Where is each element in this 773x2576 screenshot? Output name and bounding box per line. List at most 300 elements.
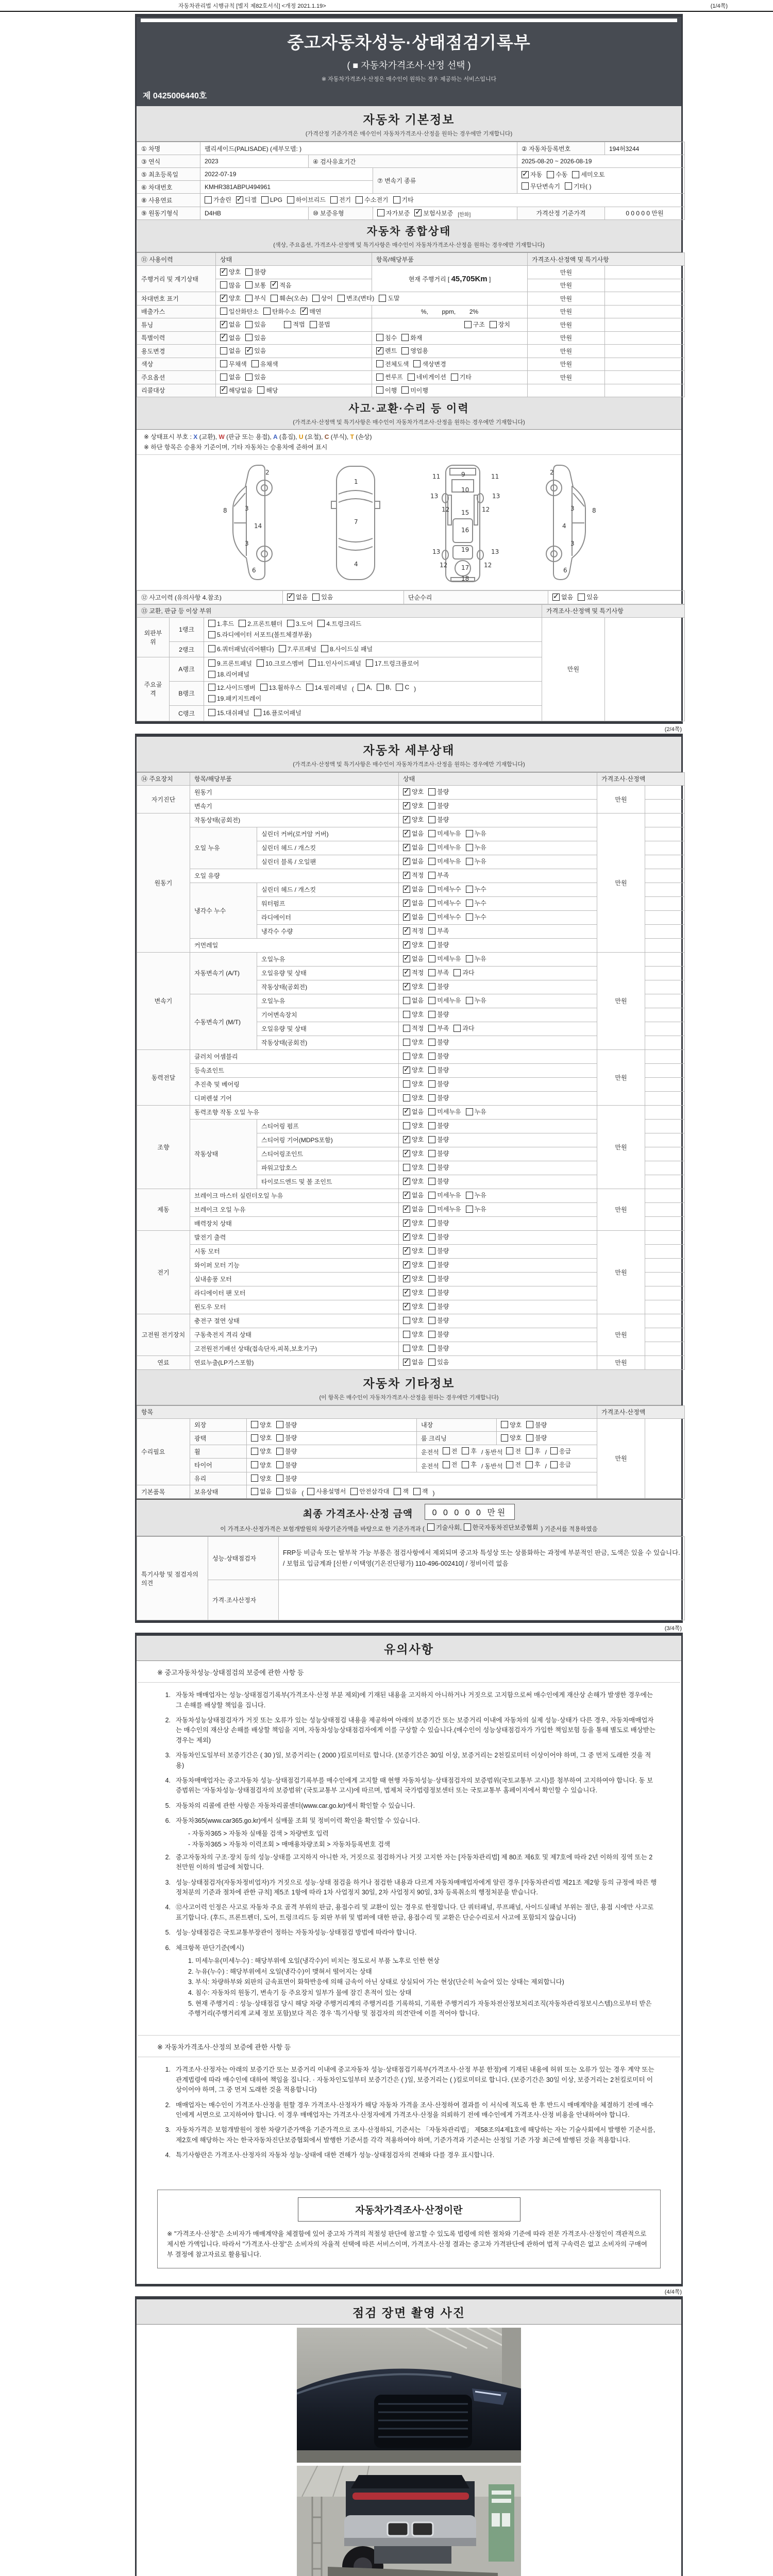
checkbox-불량[interactable] bbox=[428, 1177, 449, 1185]
price-extra bbox=[645, 938, 685, 952]
notice-item: 3. 자동차가격은 보험개발원이 정한 차량기준가액을 기준가격으로 조사·산정하되, 기준서는 「자동차관리법」 제58조의4제1호에 해당하는 자는 기술사회에서 발행한 기준서를, 제2호에 해당하는 자는 한국자동차진단보증협회에서 발행한 기준서를 각각 적용하여야 하며, 기준가격과 기준서는 산정일 기준 가장 최근에 발행된 것을 적용합니다. bbox=[165, 2126, 656, 2144]
checkbox-안전삼각대[interactable] bbox=[350, 1487, 389, 1496]
checkbox-없음[interactable] bbox=[287, 592, 308, 601]
checkbox-누유[interactable] bbox=[466, 857, 486, 866]
checkbox-네비게이션[interactable] bbox=[408, 372, 446, 381]
checkbox-유채색[interactable] bbox=[251, 360, 278, 368]
checkbox-있음[interactable] bbox=[312, 592, 333, 601]
checkbox-불법[interactable] bbox=[310, 320, 330, 329]
checkbox-없음[interactable] bbox=[403, 857, 424, 866]
checkbox-checked-icon bbox=[271, 281, 278, 289]
checkbox-C[interactable] bbox=[396, 684, 409, 691]
checkbox-전[interactable] bbox=[506, 1460, 521, 1469]
checkbox-영업용[interactable] bbox=[401, 346, 428, 355]
checkbox-적정[interactable] bbox=[403, 1024, 424, 1032]
price-extra bbox=[645, 1328, 685, 1342]
checkbox-불량[interactable] bbox=[428, 1274, 449, 1283]
checkbox-양호[interactable] bbox=[403, 1177, 424, 1185]
checkbox-unchecked-icon bbox=[428, 941, 435, 948]
checkbox-미세누유[interactable] bbox=[428, 1205, 461, 1213]
checkbox-기타[interactable] bbox=[393, 195, 414, 204]
checkbox-불량[interactable] bbox=[428, 1010, 449, 1019]
checkbox-없음[interactable] bbox=[251, 1487, 272, 1496]
checkbox-미세누유[interactable] bbox=[428, 857, 461, 866]
checkbox-없음[interactable] bbox=[403, 1191, 424, 1199]
checkbox-불량[interactable] bbox=[276, 1461, 297, 1469]
checkbox-양호[interactable] bbox=[251, 1447, 272, 1455]
panel-number-8: 8 bbox=[592, 507, 596, 514]
checkbox-미세누수[interactable] bbox=[428, 885, 461, 893]
checkbox-누유[interactable] bbox=[466, 829, 486, 838]
checkbox-unchecked-icon bbox=[276, 1475, 283, 1482]
checkbox-unchecked-icon bbox=[284, 321, 291, 328]
checkbox-label: 불량 bbox=[437, 1178, 449, 1185]
notices-band bbox=[137, 1636, 681, 1661]
checkbox-있음[interactable] bbox=[245, 333, 266, 342]
checkbox-양호[interactable] bbox=[403, 940, 424, 949]
checkbox-A,[interactable] bbox=[358, 684, 372, 691]
checkbox-label: 불량 bbox=[437, 1136, 449, 1144]
checkbox-적음[interactable] bbox=[271, 281, 291, 290]
checkbox-불량[interactable] bbox=[276, 1420, 297, 1429]
checkbox-checked-icon bbox=[220, 386, 227, 394]
checkbox-전[interactable] bbox=[506, 1447, 521, 1455]
checkbox-양호[interactable] bbox=[403, 1010, 424, 1019]
checkbox-19.패키지트레이[interactable] bbox=[208, 694, 261, 703]
checkbox-불량[interactable] bbox=[428, 1065, 449, 1074]
checkbox-label: 누유 bbox=[474, 844, 486, 852]
checkbox-장치[interactable] bbox=[490, 320, 510, 329]
checkbox-있음[interactable] bbox=[276, 1487, 297, 1496]
checkbox-불량[interactable] bbox=[428, 1093, 449, 1102]
checkbox-과다[interactable] bbox=[453, 968, 474, 977]
checkbox-과다[interactable] bbox=[453, 1024, 474, 1032]
checkbox-label: 없음 bbox=[412, 830, 424, 838]
checkbox-불량[interactable] bbox=[428, 1121, 449, 1130]
price-extra bbox=[645, 1216, 685, 1230]
detail-item-state bbox=[399, 1105, 597, 1119]
checkbox-B,[interactable] bbox=[377, 684, 391, 691]
checkbox-해당없음[interactable] bbox=[220, 386, 253, 395]
checkbox-미이행[interactable] bbox=[401, 386, 428, 395]
checkbox-불량[interactable] bbox=[428, 1218, 449, 1227]
checkbox-없음[interactable] bbox=[552, 592, 573, 601]
price-extra bbox=[645, 1049, 685, 1063]
checkbox-자동[interactable] bbox=[522, 170, 542, 179]
checkbox-양호[interactable] bbox=[403, 1274, 424, 1283]
checkbox-label: 불량 bbox=[437, 1261, 449, 1269]
checkbox-불량[interactable] bbox=[428, 1330, 449, 1338]
checkbox-썬루프[interactable] bbox=[376, 372, 403, 381]
checkbox-없음[interactable] bbox=[220, 372, 241, 381]
checkbox-18.리어패널[interactable] bbox=[208, 670, 249, 679]
checkbox-불량[interactable] bbox=[428, 1149, 449, 1158]
checkbox-부족[interactable] bbox=[428, 968, 449, 977]
checkbox-checked-icon bbox=[403, 858, 410, 865]
checkbox-가솔린[interactable] bbox=[205, 195, 231, 204]
detail-item-state bbox=[399, 896, 597, 910]
checkbox-미세누유[interactable] bbox=[428, 1191, 461, 1199]
checkbox-응급[interactable] bbox=[550, 1460, 571, 1469]
color-state bbox=[216, 358, 372, 371]
checkbox-양호[interactable] bbox=[403, 1121, 424, 1130]
checkbox-없음[interactable] bbox=[403, 1205, 424, 1213]
checkbox-미세누유[interactable] bbox=[428, 829, 461, 838]
detail-item-label: 라디에이터 bbox=[257, 910, 399, 924]
checkbox-16.플로어패널[interactable] bbox=[254, 708, 301, 717]
checkbox-양호[interactable] bbox=[403, 1330, 424, 1338]
checkbox-양호[interactable] bbox=[220, 294, 241, 302]
detail-item-state bbox=[399, 1022, 597, 1036]
detail-item-state bbox=[399, 1286, 597, 1300]
checkbox-불량[interactable] bbox=[428, 982, 449, 991]
checkbox-후[interactable] bbox=[526, 1447, 541, 1455]
checkbox-해당[interactable] bbox=[257, 386, 278, 395]
checkbox-4.트렁크리드[interactable] bbox=[317, 619, 361, 628]
checkbox-9.프론트패널[interactable] bbox=[208, 659, 252, 668]
checkbox-unchecked-icon bbox=[526, 1421, 533, 1428]
checkbox-label: 없음 bbox=[229, 347, 241, 354]
checkbox-불량[interactable] bbox=[428, 787, 449, 796]
checkbox-불량[interactable] bbox=[526, 1433, 547, 1442]
room-cleaning-label: 룸 크리닝 bbox=[417, 1432, 497, 1445]
checkbox-양호[interactable] bbox=[403, 815, 424, 824]
notice-item: 5. 자동차의 리콜에 관한 사항은 자동차리콜센터(www.car.go.kr)에서 확인할 수 있습니다. bbox=[165, 1802, 415, 1809]
checkbox-양호[interactable] bbox=[403, 1052, 424, 1060]
checkbox-있음[interactable] bbox=[245, 372, 266, 381]
checkbox-누유[interactable] bbox=[466, 843, 486, 852]
checkbox-양호[interactable] bbox=[403, 1232, 424, 1241]
checkbox-부식[interactable] bbox=[245, 294, 266, 302]
price-cell: 만원 bbox=[528, 345, 605, 358]
checkbox-없음[interactable] bbox=[403, 912, 424, 921]
detail-item-state bbox=[399, 938, 597, 952]
checkbox-있음[interactable] bbox=[428, 1358, 449, 1366]
checkbox-unchecked-icon bbox=[428, 1317, 435, 1324]
checkbox-LPG[interactable] bbox=[261, 196, 282, 204]
detail-item-state bbox=[399, 1133, 597, 1147]
checkbox-15.대쉬패널[interactable] bbox=[208, 708, 249, 717]
checkbox-1.후드[interactable] bbox=[208, 619, 234, 628]
table-row bbox=[137, 318, 685, 332]
checkbox-checked-icon bbox=[403, 1178, 410, 1185]
checkbox-잭[interactable] bbox=[413, 1487, 428, 1496]
checkbox-후[interactable] bbox=[462, 1460, 477, 1469]
checkbox-전체도색[interactable] bbox=[376, 360, 409, 368]
checkbox-후[interactable] bbox=[462, 1447, 477, 1455]
checkbox-양호[interactable] bbox=[403, 801, 424, 810]
checkbox-양호[interactable] bbox=[501, 1420, 522, 1429]
checkbox-있음[interactable] bbox=[578, 592, 598, 601]
checkbox-불량[interactable] bbox=[276, 1474, 297, 1483]
checkbox-불량[interactable] bbox=[428, 1038, 449, 1046]
checkbox-불량[interactable] bbox=[428, 1288, 449, 1297]
checkbox-unchecked-icon bbox=[276, 1488, 283, 1495]
checkbox-label: 16.플로어패널 bbox=[263, 709, 301, 717]
checkbox-unchecked-icon bbox=[526, 1434, 533, 1442]
checkbox-양호[interactable] bbox=[403, 1065, 424, 1074]
checkbox-unchecked-icon bbox=[403, 1025, 410, 1032]
checkbox-6.쿼터패널(리어휀다)[interactable] bbox=[208, 645, 274, 653]
checkbox-탄화수소[interactable] bbox=[263, 307, 296, 316]
checkbox-양호[interactable] bbox=[403, 1302, 424, 1311]
checkbox-미세누수[interactable] bbox=[428, 912, 461, 921]
checkbox-불량[interactable] bbox=[428, 1135, 449, 1144]
checkbox-양호[interactable] bbox=[403, 1038, 424, 1046]
checkbox-없음[interactable] bbox=[403, 829, 424, 838]
price-extra bbox=[645, 924, 685, 938]
checkbox-checked-icon bbox=[403, 969, 410, 976]
price-extra bbox=[645, 1286, 685, 1300]
checkbox-label: 불량 bbox=[285, 1475, 297, 1482]
checkbox-세미오토[interactable] bbox=[572, 170, 604, 179]
checkbox-기타( )[interactable] bbox=[565, 182, 592, 191]
checkbox-5.라디에이터 서포트(볼트체결부품)[interactable] bbox=[208, 630, 312, 639]
checkbox-checked-icon bbox=[552, 594, 560, 601]
checkbox-불량[interactable] bbox=[428, 940, 449, 949]
checkbox-적정[interactable] bbox=[403, 871, 424, 879]
checkbox-디젤[interactable] bbox=[236, 195, 257, 204]
remarks-label: 특기사항 및 점검자의 의견 bbox=[137, 1537, 208, 1620]
checkbox-unchecked-icon bbox=[428, 802, 435, 809]
device-label-연료: 연료 bbox=[137, 1355, 190, 1369]
checkbox-없음[interactable] bbox=[220, 320, 241, 329]
checkbox-없음[interactable] bbox=[403, 1107, 424, 1116]
checkbox-있음[interactable] bbox=[245, 346, 266, 355]
checkbox-양호[interactable] bbox=[403, 1163, 424, 1172]
checkbox-양호[interactable] bbox=[403, 1316, 424, 1325]
checkbox-부족[interactable] bbox=[428, 871, 449, 879]
checkbox-적법[interactable] bbox=[284, 320, 305, 329]
checkbox-양호[interactable] bbox=[403, 787, 424, 796]
notice-item: 4. ⑫사고이력 인정은 사고로 자동차 주요 골격 부위의 판금, 용접수리 및 교환이 있는 경우로 한정합니다. 단 쿼터패널, 루프패널, 사이드실패널 부위는 절단, 용접 시에만 사고로 표기합니다. (후드, 프론트펜더, 도어, 트렁크리드 등 외판 부위 및 범퍼에 대한 판금, 용접수리 및 교환은 단순수리로서 사고에 포함되지 않습니다) bbox=[165, 1904, 654, 1921]
checkbox-미세누유[interactable] bbox=[428, 843, 461, 852]
checkbox-화재[interactable] bbox=[401, 333, 422, 342]
detail-item-state bbox=[399, 1244, 597, 1258]
checkbox-보통[interactable] bbox=[245, 281, 266, 290]
comp-state-table bbox=[137, 252, 685, 397]
checkbox-불량[interactable] bbox=[428, 801, 449, 810]
checkbox-후[interactable] bbox=[526, 1460, 541, 1469]
checkbox-불량[interactable] bbox=[428, 815, 449, 824]
recall-label: 리콜대상 bbox=[137, 384, 216, 397]
checkbox-없음[interactable] bbox=[403, 885, 424, 893]
checkbox-불량[interactable] bbox=[428, 1260, 449, 1269]
checkbox-이행[interactable] bbox=[376, 386, 397, 395]
checkbox-누유[interactable] bbox=[466, 1191, 486, 1199]
checkbox-11.인사이드패널[interactable] bbox=[309, 659, 361, 668]
checkbox-불량[interactable] bbox=[428, 1079, 449, 1088]
checkbox-unchecked-icon bbox=[428, 927, 435, 935]
checkbox-누수[interactable] bbox=[466, 912, 486, 921]
checkbox-한국자동차진단보증협회[interactable] bbox=[464, 1523, 539, 1532]
checkbox-불량[interactable] bbox=[428, 1246, 449, 1255]
checkbox-양호[interactable] bbox=[403, 1260, 424, 1269]
checkbox-없음[interactable] bbox=[403, 954, 424, 963]
checkbox-누수[interactable] bbox=[466, 885, 486, 893]
checkbox-양호[interactable] bbox=[251, 1433, 272, 1442]
checkbox-양호[interactable] bbox=[403, 1135, 424, 1144]
checkbox-unchecked-icon bbox=[321, 645, 328, 652]
checkbox-불량[interactable] bbox=[428, 1232, 449, 1241]
checkbox-양호[interactable] bbox=[403, 982, 424, 991]
checkbox-누유[interactable] bbox=[466, 1107, 486, 1116]
checkbox-label: 없음 bbox=[412, 955, 424, 963]
checkbox-전기[interactable] bbox=[330, 195, 351, 204]
checkbox-8.사이드실 패널[interactable] bbox=[321, 645, 373, 653]
checkbox-없음[interactable] bbox=[220, 333, 241, 342]
checkbox-일산화탄소[interactable] bbox=[220, 307, 259, 316]
checkbox-3.도어[interactable] bbox=[287, 619, 313, 628]
detail-item-label: 타이로드엔드 및 볼 조인트 bbox=[257, 1175, 399, 1189]
checkbox-양호[interactable] bbox=[501, 1433, 522, 1442]
checkbox-응급[interactable] bbox=[550, 1447, 571, 1455]
checkbox-17.트렁크플로어[interactable] bbox=[366, 659, 419, 668]
checkbox-미세누수[interactable] bbox=[428, 899, 461, 907]
table-row bbox=[137, 371, 685, 384]
checkbox-양호[interactable] bbox=[403, 1288, 424, 1297]
checkbox-전[interactable] bbox=[443, 1460, 458, 1469]
checkbox-누수[interactable] bbox=[466, 899, 486, 907]
checkbox-양호[interactable] bbox=[403, 1344, 424, 1352]
checkbox-label: 누유 bbox=[474, 955, 486, 963]
state-code-U: U bbox=[298, 433, 304, 440]
checkbox-무채색[interactable] bbox=[220, 360, 247, 368]
checkbox-label: 기술사회, bbox=[436, 1523, 462, 1531]
checkbox-많음[interactable] bbox=[220, 281, 241, 290]
checkbox-14.필러패널[interactable] bbox=[306, 683, 347, 692]
checkbox-없음[interactable] bbox=[403, 843, 424, 852]
checkbox-불량[interactable] bbox=[428, 1302, 449, 1311]
checkbox-양호[interactable] bbox=[403, 1149, 424, 1158]
checkbox-unchecked-icon bbox=[443, 1447, 450, 1454]
checkbox-checked-icon bbox=[403, 955, 410, 962]
checkbox-자가보증[interactable] bbox=[377, 209, 410, 217]
checkbox-label: 있음 bbox=[586, 594, 599, 601]
checkbox-label: 렌트 bbox=[385, 347, 397, 354]
checkbox-양호[interactable] bbox=[403, 1218, 424, 1227]
notice-section-heading: ※ 자동차가격조사·산정의 보증에 관한 사항 등 bbox=[157, 2043, 291, 2052]
checkbox-잭[interactable] bbox=[394, 1487, 409, 1496]
checkbox-불량[interactable] bbox=[428, 1344, 449, 1352]
checkbox-전[interactable] bbox=[443, 1447, 458, 1455]
checkbox-양호[interactable] bbox=[403, 1246, 424, 1255]
checkbox-없음[interactable] bbox=[220, 346, 241, 355]
checkbox-적정[interactable] bbox=[403, 968, 424, 977]
checkbox-침수[interactable] bbox=[376, 333, 397, 342]
checkbox-미세누유[interactable] bbox=[428, 954, 461, 963]
options-items bbox=[372, 371, 528, 384]
checkbox-불량[interactable] bbox=[526, 1420, 547, 1429]
checkbox-수동[interactable] bbox=[547, 170, 567, 179]
checkbox-불량[interactable] bbox=[428, 1316, 449, 1325]
checkbox-렌트[interactable] bbox=[376, 346, 397, 355]
checkbox-12.사이드멤버[interactable] bbox=[208, 683, 256, 692]
checkbox-불량[interactable] bbox=[245, 267, 266, 276]
checkbox-매연[interactable] bbox=[300, 307, 321, 316]
checkbox-보험사보증[interactable] bbox=[414, 209, 453, 217]
interior-label: 내장 bbox=[417, 1418, 497, 1432]
detail-item-state bbox=[399, 994, 597, 1008]
checkbox-누유[interactable] bbox=[466, 1205, 486, 1213]
checkbox-적정[interactable] bbox=[403, 926, 424, 935]
checkbox-불량[interactable] bbox=[428, 1052, 449, 1060]
checkbox-상이[interactable] bbox=[312, 294, 333, 302]
checkbox-수소전기[interactable] bbox=[356, 195, 388, 204]
checkbox-양호[interactable] bbox=[220, 267, 241, 276]
checkbox-부족[interactable] bbox=[428, 926, 449, 935]
checkbox-unchecked-icon bbox=[428, 872, 435, 879]
checkbox-unchecked-icon bbox=[462, 1447, 469, 1454]
checkbox-label: 전체도색 bbox=[385, 360, 409, 368]
checkbox-label: 양호 bbox=[412, 1039, 424, 1046]
checkbox-없음[interactable] bbox=[403, 996, 424, 1005]
checkbox-13.휠하우스[interactable] bbox=[260, 683, 301, 692]
checkbox-하이브리드[interactable] bbox=[287, 195, 326, 204]
checkbox-label: 양호 bbox=[260, 1461, 272, 1469]
detail-item-state bbox=[399, 980, 597, 994]
checkbox-unchecked-icon bbox=[428, 1025, 435, 1032]
checkbox-양호[interactable] bbox=[251, 1461, 272, 1469]
checkbox-색상변경[interactable] bbox=[413, 360, 446, 368]
state-header: 상태 bbox=[216, 253, 372, 266]
checkbox-7.루프패널[interactable] bbox=[279, 645, 316, 653]
misc-price-header: 가격조사·산정액 bbox=[597, 1405, 685, 1418]
checkbox-양호[interactable] bbox=[403, 1093, 424, 1102]
checkbox-부족[interactable] bbox=[428, 1024, 449, 1032]
remarks-table bbox=[137, 1536, 685, 1620]
checkbox-unchecked-icon bbox=[466, 955, 473, 962]
checkbox-없음[interactable] bbox=[403, 899, 424, 907]
checkbox-기술사회,[interactable] bbox=[427, 1523, 462, 1532]
checkbox-훼손(오손)[interactable] bbox=[271, 294, 307, 302]
checkbox-unchecked-icon bbox=[403, 1039, 410, 1046]
checkbox-누유[interactable] bbox=[466, 996, 486, 1005]
checkbox-있음[interactable] bbox=[245, 320, 266, 329]
tuning-label: 튜닝 bbox=[137, 318, 216, 332]
checkbox-무단변속기[interactable] bbox=[522, 182, 560, 191]
checkbox-unchecked-icon bbox=[427, 1523, 434, 1531]
checkbox-불량[interactable] bbox=[276, 1447, 297, 1455]
panel-number-9: 9 bbox=[461, 471, 465, 478]
checkbox-변조(변타)[interactable] bbox=[338, 294, 374, 302]
checkbox-10.크로스멤버[interactable] bbox=[257, 659, 304, 668]
misc-title: 자동차 기타정보 bbox=[363, 1376, 455, 1390]
checkbox-2.프론트휀더[interactable] bbox=[239, 619, 282, 628]
detail-item-label: 작동상태(공회전) bbox=[190, 813, 399, 827]
checkbox-양호[interactable] bbox=[251, 1420, 272, 1429]
checkbox-없음[interactable] bbox=[403, 1358, 424, 1366]
checkbox-unchecked-icon bbox=[338, 295, 345, 302]
checkbox-unchecked-icon bbox=[245, 321, 253, 328]
checkbox-사용설명서[interactable] bbox=[307, 1487, 346, 1496]
checkbox-unchecked-icon bbox=[396, 684, 403, 691]
checkbox-미세누유[interactable] bbox=[428, 996, 461, 1005]
checkbox-도말[interactable] bbox=[379, 294, 399, 302]
checkbox-양호[interactable] bbox=[403, 1079, 424, 1088]
checkbox-누유[interactable] bbox=[466, 954, 486, 963]
detail-item-state bbox=[399, 1202, 597, 1216]
checkbox-미세누유[interactable] bbox=[428, 1107, 461, 1116]
checkbox-기타[interactable] bbox=[451, 372, 472, 381]
price-cell: 만원 bbox=[597, 952, 645, 1049]
checkbox-양호[interactable] bbox=[251, 1474, 272, 1483]
checkbox-구조[interactable] bbox=[464, 320, 485, 329]
checkbox-불량[interactable] bbox=[276, 1433, 297, 1442]
checkbox-불량[interactable] bbox=[428, 1163, 449, 1172]
checkbox-unchecked-icon bbox=[358, 684, 365, 691]
checkbox-unchecked-icon bbox=[251, 360, 259, 367]
